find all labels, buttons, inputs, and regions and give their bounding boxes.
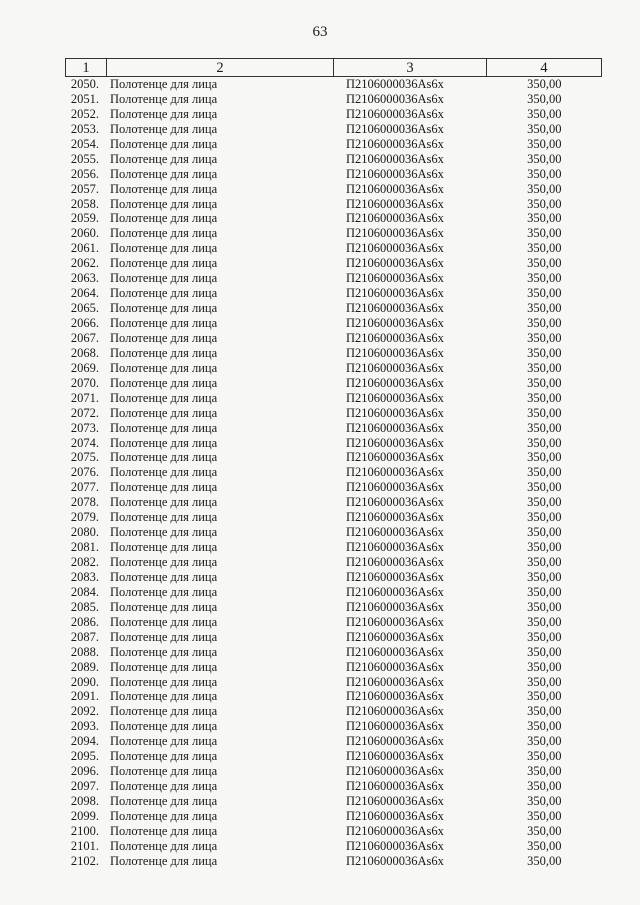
row-number: 2090. — [70, 674, 99, 689]
table-row — [66, 779, 602, 794]
table-row — [66, 271, 602, 286]
column-header-3: 3 — [334, 59, 487, 77]
table-row — [66, 107, 602, 122]
item-name: Полотенце для лица — [110, 420, 218, 435]
table-body — [66, 77, 602, 869]
item-price: 350,00 — [527, 330, 562, 345]
item-price: 350,00 — [527, 241, 562, 256]
row-number: 2072. — [70, 405, 99, 420]
inventory-code: П2106000036Аs6x — [346, 808, 444, 823]
item-name: Полотенце для лица — [110, 495, 218, 510]
table-row — [66, 839, 602, 854]
item-price: 350,00 — [527, 569, 562, 584]
inventory-code: П2106000036Аs6x — [346, 838, 444, 853]
inventory-code: П2106000036Аs6x — [346, 734, 444, 749]
table-row — [66, 450, 602, 465]
item-name: Полотенце для лица — [110, 629, 218, 644]
table-row — [66, 92, 602, 107]
item-price: 350,00 — [527, 345, 562, 360]
row-number: 2060. — [70, 226, 99, 241]
row-number: 2083. — [70, 569, 99, 584]
row-number: 2088. — [70, 644, 99, 659]
item-name: Полотенце для лица — [110, 121, 218, 136]
item-price: 350,00 — [527, 674, 562, 689]
item-name: Полотенце для лица — [110, 196, 218, 211]
item-name: Полотенце для лица — [110, 644, 218, 659]
item-name: Полотенце для лица — [107, 77, 334, 92]
row-number: 2068. — [70, 345, 99, 360]
item-name: Полотенце для лица — [110, 286, 218, 301]
item-price: 350,00 — [527, 704, 562, 719]
row-number: 2052. — [70, 106, 99, 121]
inventory-code: П2106000036Аs6x — [346, 719, 444, 734]
row-number: 2097. — [70, 779, 99, 794]
row-number: 2061. — [70, 241, 99, 256]
item-name: Полотенце для лица — [110, 450, 218, 465]
row-number: 2055. — [70, 151, 99, 166]
inventory-code: П2106000036Аs6x — [346, 510, 444, 525]
item-name: Полотенце для лица — [110, 569, 218, 584]
table-row — [66, 540, 602, 555]
table-row — [66, 331, 602, 346]
row-number: 2093. — [70, 719, 99, 734]
inventory-code: П2106000036Аs6x — [346, 375, 444, 390]
row-number: 2050. — [66, 77, 107, 92]
table-row — [66, 241, 602, 256]
item-price: 350,00 — [527, 196, 562, 211]
item-price: 350,00 — [527, 211, 562, 226]
item-price: 350,00 — [527, 390, 562, 405]
item-price: 350,00 — [487, 77, 602, 92]
item-price: 350,00 — [527, 659, 562, 674]
row-number: 2101. — [70, 838, 99, 853]
inventory-code: П2106000036Аs6x — [346, 480, 444, 495]
item-name: Полотенце для лица — [110, 345, 218, 360]
table-row — [66, 749, 602, 764]
item-price: 350,00 — [527, 719, 562, 734]
table-row — [66, 704, 602, 719]
row-number: 2065. — [70, 301, 99, 316]
column-header-4: 4 — [487, 59, 602, 77]
item-name: Полотенце для лица — [110, 704, 218, 719]
item-name: Полотенце для лица — [110, 614, 218, 629]
item-price: 350,00 — [527, 435, 562, 450]
table-row — [66, 122, 602, 137]
row-number: 2066. — [70, 316, 99, 331]
row-number: 2092. — [70, 704, 99, 719]
item-name: Полотенце для лица — [110, 166, 218, 181]
inventory-code: П2106000036Аs6x — [346, 674, 444, 689]
row-number: 2095. — [70, 749, 99, 764]
item-price: 350,00 — [527, 360, 562, 375]
item-price: 350,00 — [527, 525, 562, 540]
table-row — [66, 361, 602, 376]
inventory-table — [65, 58, 602, 869]
item-name: Полотенце для лица — [110, 465, 218, 480]
row-number: 2074. — [70, 435, 99, 450]
item-name: Полотенце для лица — [110, 256, 218, 271]
item-price: 350,00 — [527, 420, 562, 435]
inventory-code: П2106000036Аs6x — [346, 121, 444, 136]
item-price: 350,00 — [527, 510, 562, 525]
row-number: 2053. — [70, 121, 99, 136]
item-price: 350,00 — [527, 555, 562, 570]
item-name: Полотенце для лица — [110, 689, 218, 704]
inventory-code: П2106000036Аs6x — [346, 435, 444, 450]
table-row — [66, 600, 602, 615]
table-row — [66, 436, 602, 451]
item-name: Полотенце для лица — [110, 555, 218, 570]
table-row — [66, 421, 602, 436]
table-row — [66, 809, 602, 824]
row-number: 2059. — [70, 211, 99, 226]
table-row — [66, 734, 602, 749]
row-number: 2087. — [70, 629, 99, 644]
inventory-code: П2106000036Аs6x — [346, 286, 444, 301]
inventory-code: П2106000036Аs6x — [346, 599, 444, 614]
inventory-code: П2106000036Аs6x — [346, 495, 444, 510]
item-price: 350,00 — [527, 480, 562, 495]
table-row — [66, 182, 602, 197]
table-row — [66, 376, 602, 391]
item-price: 350,00 — [527, 599, 562, 614]
row-number: 2056. — [70, 166, 99, 181]
item-name: Полотенце для лица — [110, 823, 218, 838]
row-number: 2054. — [70, 136, 99, 151]
inventory-code: П2106000036Аs6x — [346, 644, 444, 659]
inventory-code: П2106000036Аs6x — [346, 256, 444, 271]
row-number: 2058. — [70, 196, 99, 211]
inventory-code: П2106000036Аs6x — [346, 136, 444, 151]
inventory-code: П2106000036Аs6x — [346, 405, 444, 420]
row-number: 2086. — [70, 614, 99, 629]
inventory-code: П2106000036Аs6x — [346, 465, 444, 480]
table-row — [66, 675, 602, 690]
item-price: 350,00 — [527, 106, 562, 121]
item-name: Полотенце для лица — [110, 853, 218, 868]
item-name: Полотенце для лица — [110, 734, 218, 749]
item-price: 350,00 — [527, 823, 562, 838]
inventory-code: П2106000036Аs6x — [346, 211, 444, 226]
row-number: 2067. — [70, 330, 99, 345]
item-price: 350,00 — [527, 316, 562, 331]
row-number: 2071. — [70, 390, 99, 405]
item-price: 350,00 — [527, 465, 562, 480]
item-name: Полотенце для лица — [110, 794, 218, 809]
table-row — [66, 152, 602, 167]
item-price: 350,00 — [527, 689, 562, 704]
table-row — [66, 764, 602, 779]
item-price: 350,00 — [527, 286, 562, 301]
row-number: 2063. — [70, 271, 99, 286]
item-name: Полотенце для лица — [110, 779, 218, 794]
inventory-code: П2106000036Аs6x — [346, 151, 444, 166]
inventory-code: П2106000036Аs6x — [346, 764, 444, 779]
row-number: 2091. — [70, 689, 99, 704]
item-price: 350,00 — [527, 584, 562, 599]
item-price: 350,00 — [527, 301, 562, 316]
inventory-code: П2106000036Аs6x — [346, 181, 444, 196]
inventory-code: П2106000036Аs6x — [346, 450, 444, 465]
row-number: 2100. — [70, 823, 99, 838]
row-number: 2080. — [70, 525, 99, 540]
item-name: Полотенце для лица — [110, 405, 218, 420]
inventory-code: П2106000036Аs6x — [346, 420, 444, 435]
table-row — [66, 660, 602, 675]
item-name: Полотенце для лица — [110, 375, 218, 390]
table-row — [66, 480, 602, 495]
table-row — [66, 645, 602, 660]
item-name: Полотенце для лица — [110, 136, 218, 151]
row-number: 2102. — [70, 853, 99, 868]
table-row — [66, 630, 602, 645]
item-name: Полотенце для лица — [110, 330, 218, 345]
row-number: 2084. — [70, 584, 99, 599]
item-price: 350,00 — [527, 495, 562, 510]
table-row — [66, 77, 602, 92]
inventory-code: П2106000036Аs6x — [346, 91, 444, 106]
row-number: 2073. — [70, 420, 99, 435]
table-row — [66, 555, 602, 570]
item-name: Полотенце для лица — [110, 181, 218, 196]
inventory-code: П2106000036Аs6x — [346, 166, 444, 181]
item-name: Полотенце для лица — [110, 226, 218, 241]
item-price: 350,00 — [527, 136, 562, 151]
item-price: 350,00 — [527, 166, 562, 181]
item-price: 350,00 — [527, 838, 562, 853]
item-name: Полотенце для лица — [110, 241, 218, 256]
row-number: 2076. — [70, 465, 99, 480]
inventory-code: П2106000036Аs6x — [346, 540, 444, 555]
row-number: 2089. — [70, 659, 99, 674]
item-price: 350,00 — [527, 226, 562, 241]
item-name: Полотенце для лица — [110, 151, 218, 166]
inventory-code: П2106000036Аs6x — [346, 226, 444, 241]
row-number: 2075. — [70, 450, 99, 465]
item-name: Полотенце для лица — [110, 525, 218, 540]
inventory-code: П2106000036Аs6x — [334, 77, 487, 92]
item-name: Полотенце для лица — [110, 211, 218, 226]
item-price: 350,00 — [527, 749, 562, 764]
item-name: Полотенце для лица — [110, 301, 218, 316]
inventory-code: П2106000036Аs6x — [346, 584, 444, 599]
item-name: Полотенце для лица — [110, 510, 218, 525]
table-row — [66, 316, 602, 331]
item-price: 350,00 — [527, 629, 562, 644]
item-name: Полотенце для лица — [110, 749, 218, 764]
table-row — [66, 226, 602, 241]
inventory-code: П2106000036Аs6x — [346, 749, 444, 764]
row-number: 2098. — [70, 794, 99, 809]
item-price: 350,00 — [527, 764, 562, 779]
item-name: Полотенце для лица — [110, 659, 218, 674]
item-price: 350,00 — [527, 614, 562, 629]
item-price: 350,00 — [527, 540, 562, 555]
table-row — [66, 211, 602, 226]
item-price: 350,00 — [527, 779, 562, 794]
row-number: 2096. — [70, 764, 99, 779]
table-row — [66, 286, 602, 301]
column-header-1: 1 — [66, 59, 107, 77]
table-row — [66, 301, 602, 316]
item-name: Полотенце для лица — [110, 480, 218, 495]
column-header-2: 2 — [107, 59, 334, 77]
item-price: 350,00 — [527, 181, 562, 196]
table-row — [66, 570, 602, 585]
item-price: 350,00 — [527, 375, 562, 390]
row-number: 2078. — [70, 495, 99, 510]
item-price: 350,00 — [527, 151, 562, 166]
table-row — [66, 167, 602, 182]
table-header — [66, 59, 602, 77]
table-row — [66, 346, 602, 361]
table-row — [66, 197, 602, 212]
page-number: 63 — [312, 24, 328, 40]
inventory-code: П2106000036Аs6x — [346, 823, 444, 838]
item-price: 350,00 — [527, 808, 562, 823]
inventory-code: П2106000036Аs6x — [346, 390, 444, 405]
table-row — [66, 719, 602, 734]
row-number: 2077. — [70, 480, 99, 495]
item-price: 350,00 — [527, 450, 562, 465]
item-price: 350,00 — [527, 91, 562, 106]
inventory-code: П2106000036Аs6x — [346, 853, 444, 868]
row-number: 2064. — [70, 286, 99, 301]
inventory-code: П2106000036Аs6x — [346, 569, 444, 584]
item-price: 350,00 — [527, 256, 562, 271]
item-name: Полотенце для лица — [110, 540, 218, 555]
inventory-code: П2106000036Аs6x — [346, 779, 444, 794]
inventory-code: П2106000036Аs6x — [346, 345, 444, 360]
row-number: 2057. — [70, 181, 99, 196]
table-row — [66, 689, 602, 704]
header-row — [66, 59, 602, 77]
row-number: 2070. — [70, 375, 99, 390]
row-number: 2069. — [70, 360, 99, 375]
inventory-code: П2106000036Аs6x — [346, 614, 444, 629]
row-number: 2062. — [70, 256, 99, 271]
table-row — [66, 585, 602, 600]
row-number: 2082. — [70, 555, 99, 570]
table-row — [66, 391, 602, 406]
row-number: 2079. — [70, 510, 99, 525]
item-name: Полотенце для лица — [110, 106, 218, 121]
inventory-code: П2106000036Аs6x — [346, 316, 444, 331]
item-name: Полотенце для лица — [110, 271, 218, 286]
row-number: 2099. — [70, 808, 99, 823]
table-row — [66, 256, 602, 271]
item-name: Полотенце для лица — [110, 316, 218, 331]
item-name: Полотенце для лица — [110, 838, 218, 853]
table-row — [66, 824, 602, 839]
item-price: 350,00 — [527, 121, 562, 136]
item-name: Полотенце для лица — [110, 808, 218, 823]
table-row — [66, 510, 602, 525]
inventory-code: П2106000036Аs6x — [346, 689, 444, 704]
inventory-code: П2106000036Аs6x — [346, 106, 444, 121]
item-name: Полотенце для лица — [110, 584, 218, 599]
inventory-code: П2106000036Аs6x — [346, 271, 444, 286]
inventory-code: П2106000036Аs6x — [346, 794, 444, 809]
item-price: 350,00 — [527, 853, 562, 868]
table-row — [66, 495, 602, 510]
inventory-code: П2106000036Аs6x — [346, 629, 444, 644]
row-number: 2081. — [70, 540, 99, 555]
row-number: 2094. — [70, 734, 99, 749]
inventory-code: П2106000036Аs6x — [346, 330, 444, 345]
item-name: Полотенце для лица — [110, 390, 218, 405]
item-name: Полотенце для лица — [110, 719, 218, 734]
row-number: 2051. — [70, 91, 99, 106]
inventory-code: П2106000036Аs6x — [346, 241, 444, 256]
item-name: Полотенце для лица — [110, 764, 218, 779]
item-name: Полотенце для лица — [110, 674, 218, 689]
inventory-code: П2106000036Аs6x — [346, 525, 444, 540]
table-row — [66, 137, 602, 152]
table-row — [66, 854, 602, 869]
table-row — [66, 406, 602, 421]
inventory-code: П2106000036Аs6x — [346, 360, 444, 375]
table-row — [66, 794, 602, 809]
item-name: Полотенце для лица — [110, 360, 218, 375]
item-price: 350,00 — [527, 271, 562, 286]
table-row — [66, 615, 602, 630]
inventory-code: П2106000036Аs6x — [346, 196, 444, 211]
inventory-code: П2106000036Аs6x — [346, 704, 444, 719]
row-number: 2085. — [70, 599, 99, 614]
inventory-code: П2106000036Аs6x — [346, 301, 444, 316]
item-price: 350,00 — [527, 644, 562, 659]
item-name: Полотенце для лица — [110, 435, 218, 450]
inventory-code: П2106000036Аs6x — [346, 555, 444, 570]
item-price: 350,00 — [527, 794, 562, 809]
item-price: 350,00 — [527, 734, 562, 749]
item-price: 350,00 — [527, 405, 562, 420]
table-row — [66, 465, 602, 480]
inventory-code: П2106000036Аs6x — [346, 659, 444, 674]
table-row — [66, 525, 602, 540]
item-name: Полотенце для лица — [110, 91, 218, 106]
item-name: Полотенце для лица — [110, 599, 218, 614]
